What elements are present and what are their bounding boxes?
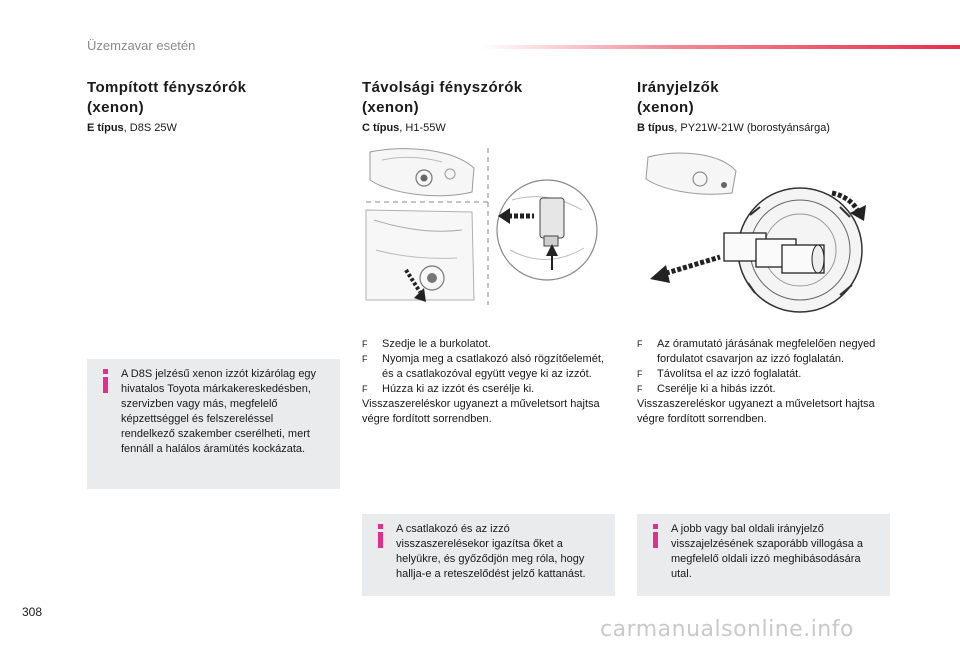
- bullet-icon: F: [362, 354, 368, 364]
- note-text: A csatlakozó és az izzó visszaszerelésekor igazítsa őket a helyükre, és győződjön meg róla, hogy hallja-e a reteszelődést jelző kattanást.: [396, 523, 586, 580]
- heading-indicators: [637, 78, 719, 118]
- heading-high-beam: [362, 78, 523, 118]
- header-title: Üzemzavar esetén: [87, 38, 196, 53]
- info-icon: [99, 369, 113, 393]
- step-text: Távolítsa el az izzó foglalatát.: [657, 368, 802, 380]
- steps-indicators: [637, 337, 887, 427]
- type-high-beam: [362, 122, 446, 134]
- step-item: [637, 382, 887, 397]
- note-xenon: [87, 359, 340, 489]
- bullet-icon: F: [637, 384, 643, 394]
- header-accent-bar: [480, 45, 960, 49]
- heading-line: (xenon): [87, 99, 144, 116]
- type-label: B típus: [637, 122, 675, 134]
- indicator-illustration: [640, 145, 875, 320]
- type-value: , H1-55W: [399, 122, 446, 134]
- info-icon: [649, 524, 663, 548]
- steps-high-beam: [362, 337, 612, 427]
- footer-logo[interactable]: carmanualsonline.info: [600, 617, 854, 642]
- type-label: E típus: [87, 122, 124, 134]
- step-text: Cserélje ki a hibás izzót.: [657, 383, 776, 395]
- high-beam-illustration: [362, 140, 612, 315]
- note-indicator: [637, 514, 890, 596]
- step-tail: Visszaszereléskor ugyanezt a műveletsort hajtsa végre fordított sorrendben.: [637, 398, 875, 425]
- bullet-icon: F: [637, 339, 643, 349]
- step-tail: Visszaszereléskor ugyanezt a műveletsort hajtsa végre fordított sorrendben.: [362, 398, 600, 425]
- heading-low-beam: [87, 78, 246, 118]
- step-item: [362, 337, 612, 352]
- step-item: [362, 382, 612, 397]
- info-icon: [374, 524, 388, 548]
- page-number: 308: [22, 605, 43, 619]
- step-text: Az óramutató járásának megfelelően negyed fordulatot csavarjon az izzó foglalatán.: [657, 338, 876, 365]
- step-text: Húzza ki az izzót és cserélje ki.: [382, 383, 535, 395]
- step-item: [637, 367, 887, 382]
- bullet-icon: F: [637, 369, 643, 379]
- bullet-icon: F: [362, 384, 368, 394]
- step-text: Nyomja meg a csatlakozó alsó rögzítőelemét, és a csatlakozóval együtt vegye ki az izzót.: [382, 353, 604, 380]
- heading-line: Távolsági fényszórók: [362, 79, 523, 96]
- step-item: [637, 337, 887, 367]
- type-label: C típus: [362, 122, 400, 134]
- heading-line: (xenon): [362, 99, 419, 116]
- heading-line: Tompított fényszórók: [87, 79, 247, 96]
- step-text: Szedje le a burkolatot.: [382, 338, 491, 350]
- note-text: A D8S jelzésű xenon izzót kizárólag egy hivatalos Toyota márkakereskedésben, szervizben vagy más, megfelelő képzettséggel és felszereléssel rendelkező szakember cserélheti, mert fennáll a halálos áramütés kockázata.: [121, 368, 317, 455]
- bullet-icon: F: [362, 339, 368, 349]
- type-value: , D8S 25W: [123, 122, 177, 134]
- heading-line: Irányjelzők: [637, 79, 719, 96]
- type-low-beam: [87, 122, 177, 134]
- type-indicators: [637, 122, 830, 134]
- note-connector: [362, 514, 615, 596]
- type-value: , PY21W-21W (borostyánsárga): [674, 122, 830, 134]
- step-item: [362, 352, 612, 382]
- note-text: A jobb vagy bal oldali irányjelző visszajelzésének szaporább villogása a megfelelő oldali izzó meghibásodására utal.: [671, 523, 863, 580]
- heading-line: (xenon): [637, 99, 694, 116]
